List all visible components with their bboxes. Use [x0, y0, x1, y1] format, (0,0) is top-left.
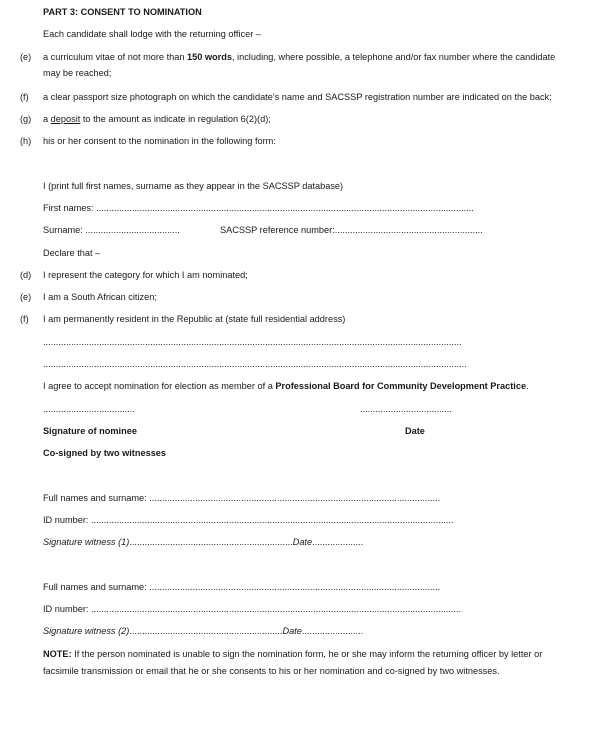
note-text-1: If the person nominated is unable to sign the nomination form, he or she may inform the returning officer by letter or	[71, 649, 543, 659]
note-label: NOTE:	[43, 649, 72, 659]
print-instruction: I (print full first names, surname as they appear in the SACSSP database)	[43, 181, 344, 191]
item-g-text	[43, 113, 271, 125]
witness1-full-names-field[interactable]: Full names and surname: ..................................................................................................................	[43, 493, 441, 503]
intro-text: Each candidate shall lodge with the returning officer –	[43, 29, 261, 39]
item-h-text: his or her consent to the nomination in the following form:	[43, 136, 276, 146]
declaration-e-label: (e)	[20, 292, 32, 302]
item-e-text	[43, 51, 555, 63]
agreement-text	[43, 380, 529, 392]
witness1-date-dots: ....................	[312, 537, 364, 547]
surname-field[interactable]: Surname: .....................................	[43, 225, 180, 235]
item-g-text-b: to the amount as indicate in regulation 6(2)(d);	[80, 114, 271, 124]
note-line-1	[43, 648, 542, 660]
witness1-id-number-field[interactable]: ID number: ..............................................................................................................................................	[43, 515, 454, 525]
item-e-label: (e)	[20, 52, 32, 62]
item-g-label: (g)	[20, 114, 32, 124]
item-e-text-c: may be reached;	[43, 68, 112, 78]
item-g-text-a: a	[43, 114, 51, 124]
declaration-f-label: (f)	[20, 314, 29, 324]
page-heading: PART 3: CONSENT TO NOMINATION	[43, 7, 202, 17]
witness1-date-label: Date	[292, 537, 313, 547]
witness1-signature-label: Signature witness (1)	[43, 537, 130, 547]
item-e-text-b: , including, where possible, a telephone and/or fax number where the candidate	[231, 52, 556, 62]
witness2-id-number-field[interactable]: ID number: .................................................................................................................................................	[43, 604, 462, 614]
note-line-2: facsimile transmission or email that he or she consents to his or her nomination and co-signed by two witnesses.	[43, 666, 500, 676]
nominee-date-label: Date	[405, 426, 425, 436]
item-g-deposit: deposit	[50, 114, 81, 124]
sacssp-reference-field[interactable]: SACSSP reference number:..........................................................	[220, 225, 483, 235]
address-line-2[interactable]: ......................................................................................................................................................................	[43, 359, 467, 369]
address-line-1[interactable]: ....................................................................................................................................................................	[43, 337, 462, 347]
cosigned-heading: Co-signed by two witnesses	[43, 448, 167, 458]
witness2-date-label: Date	[282, 626, 302, 636]
declaration-d-label: (d)	[20, 270, 32, 280]
witness2-full-names-field[interactable]: Full names and surname: ..................................................................................................................	[43, 582, 441, 592]
first-names-field[interactable]: First names: ....................................................................................................................................................	[43, 203, 474, 213]
nominee-signature-label: Signature of nominee	[43, 426, 137, 436]
declaration-f-text: I am permanently resident in the Republic at (state full residential address)	[43, 314, 346, 324]
witness2-signature-dots: ............................................................	[129, 626, 283, 636]
declaration-e-text: I am a South African citizen;	[43, 292, 157, 302]
item-f-label: (f)	[20, 92, 29, 102]
witness1-signature-dots: ................................................................	[129, 537, 293, 547]
agreement-text-a: I agree to accept nomination for election as member of a	[43, 381, 276, 391]
agreement-board-name: Professional Board for Community Development Practice	[275, 381, 527, 391]
item-e-word-limit: 150 words	[187, 52, 232, 62]
witness2-signature-field[interactable]	[43, 625, 363, 637]
declare-text: Declare that –	[43, 248, 101, 258]
nominee-signature-field[interactable]: ....................................	[43, 404, 135, 414]
item-h-label: (h)	[20, 136, 32, 146]
nominee-date-field[interactable]: ....................................	[360, 404, 452, 414]
item-e-text-a: a curriculum vitae of not more than	[43, 52, 188, 62]
item-f-text: a clear passport size photograph on which the candidate's name and SACSSP registration number are indicated on the back;	[43, 92, 552, 102]
declaration-d-text: I represent the category for which I am nominated;	[43, 270, 248, 280]
agreement-text-b: .	[526, 381, 529, 391]
witness2-signature-label: Signature witness (2)	[43, 626, 130, 636]
witness2-date-dots: ........................	[301, 626, 364, 636]
witness1-signature-field[interactable]	[43, 536, 363, 548]
